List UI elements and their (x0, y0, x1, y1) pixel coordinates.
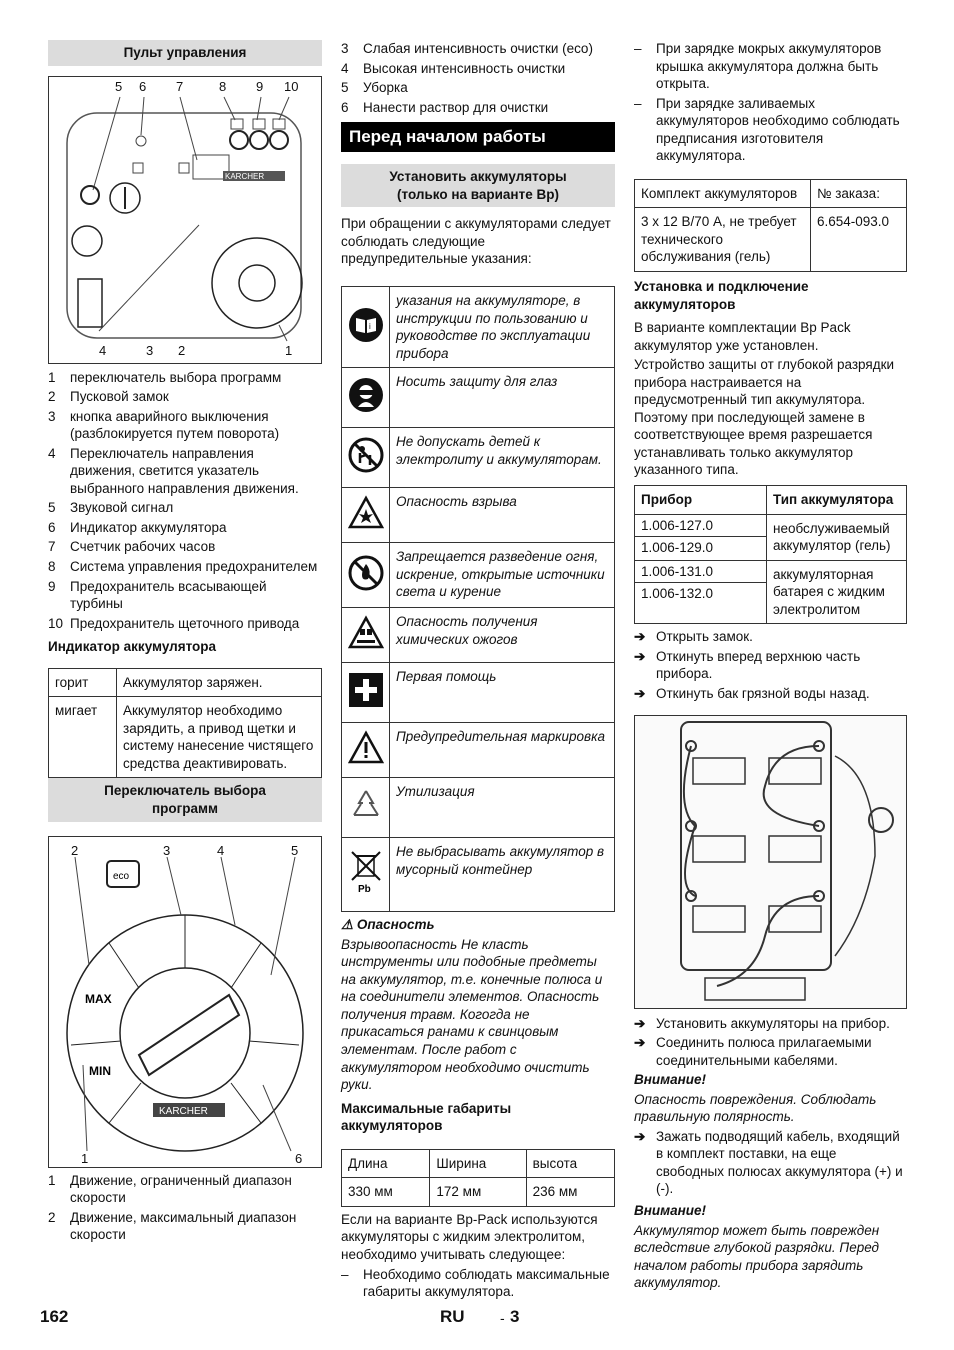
callout-7: 7 (176, 78, 184, 94)
svg-text:Pb: Pb (357, 884, 371, 895)
callout-2: 2 (178, 342, 186, 358)
list-item: ➔ Зажать подводящий кабель, входящий в комплект поставки, на еще свободных полюсах аккумулятора (+) и (-). (634, 1128, 903, 1197)
list-item: 7 Счетчик рабочих часов (48, 539, 216, 555)
program-selector-drawing (49, 855, 321, 1155)
goggles-icon (342, 368, 390, 428)
control-panel-heading: Пульт управления (48, 40, 322, 66)
recycle-icon (342, 778, 390, 838)
steps-list (634, 1128, 907, 1198)
column-middle (341, 40, 615, 1303)
table-row: Носить защиту для глаз (342, 368, 615, 428)
table-row: 3 x 12 В/70 А, не требует технического обслуживания (гель) 6.654-093.0 (635, 208, 907, 272)
svg-text:i: i (368, 321, 371, 331)
table-row: Pb Не выбрасывать аккумулятор в мусорный контейнер (342, 838, 615, 912)
table-row: Опасность получения химических ожогов (342, 608, 615, 663)
table-row: i указания на аккумуляторе, в инструкции по пользованию и руководстве по эксплуатации прибора (342, 287, 615, 368)
list-item: 1 Движение, ограниченный диапазон скорости (48, 1172, 292, 1206)
warning-icon: ⚠ (341, 917, 354, 933)
corrosive-icon (342, 608, 390, 663)
list-item: 2 Пусковой замок (48, 389, 169, 405)
callout-8: 8 (219, 78, 227, 94)
callout-5: 5 (291, 842, 299, 858)
list-item: – Необходимо соблюдать максимальные габариты аккумулятора. (341, 1266, 610, 1300)
arrow-icon: ➔ (634, 685, 646, 701)
list-item: 5 Звуковой сигнал (48, 500, 174, 516)
list-item: 6 Индикатор аккумулятора (48, 519, 227, 535)
callout-4: 4 (217, 842, 225, 858)
table-row: Комплект аккумуляторов № заказа: (635, 179, 907, 208)
manual-icon (342, 287, 390, 368)
dash-list (341, 1266, 615, 1301)
table-row: мигает Аккумулятор необходимо зарядить, а привод щетки и систему нанесение чистящего средства деактивировать. (49, 697, 322, 778)
intro-text: При обращении с аккумуляторами следует соблюдать следующие предупредительные указания: (341, 216, 611, 267)
table-row: Длина Ширина высота (342, 1149, 615, 1178)
control-panel-drawing (49, 95, 321, 345)
svg-text:MAX: MAX (85, 991, 112, 1006)
table-row: Предупредительная маркировка (342, 723, 615, 778)
callout-4: 4 (99, 342, 107, 358)
list-item: 4 Высокая интенсивность очистки (341, 60, 566, 76)
list-item: 4 Переключатель направления движения, светится указатель выбранного направления движения. (48, 445, 299, 496)
no-fire-icon (342, 543, 390, 608)
device-table (634, 485, 907, 624)
table-row: Не допускать детей к электролиту и аккумуляторам. (342, 428, 615, 488)
explosion-icon (342, 488, 390, 543)
language-code: RU (440, 1307, 465, 1326)
callout-3: 3 (146, 342, 154, 358)
symbols-table (341, 286, 615, 912)
svg-text:KARCHER: KARCHER (225, 171, 265, 181)
steps-list (634, 628, 907, 702)
table-row: 330 мм 172 мм 236 мм (342, 1178, 615, 1207)
list-item: 6 Нанести раствор для очистки (341, 99, 549, 115)
svg-text:KARCHER: KARCHER (159, 1105, 208, 1117)
battery-install-drawing (635, 716, 906, 1008)
dims-table (341, 1149, 615, 1207)
first-aid-icon (342, 663, 390, 723)
svg-text:eco: eco (113, 870, 130, 882)
arrow-icon: ➔ (634, 1128, 646, 1144)
list-item: 5 Уборка (341, 80, 408, 96)
column-right: – При зарядке мокрых аккумуляторов крышка аккумулятора должна быть открыта. – При зарядке заливаемых аккумуляторов необходимо соблюдать предписания изготовителя аккумулятора. Комплект аккумуляторов № заказа: 3 x 12 В/70 А, не требует технического обслуживания (гель) 6.654-093.0 Установка и подключение аккумуляторов В варианте комплектации Bp Pack аккумулятор уже установлен. Устройство защиты от глубокой разрядки прибора настраивается на предусмотренный тип аккумулятора. Поэтому при последующей замене в соответствующее время разрешается устанавливать только аккумулятор указанного типа. Прибор Тип аккумулятора 1.006-127.0 1.006-129.0 необслуживаемый аккумулятор (гель) 1.006-131.0 1.006-132.0 аккумуляторная батарея с жидким электролитом ➔ Открыть замок. ➔ Откинуть вперед верхнюю часть прибора. ➔ Откинуть бак грязной воды назад. ➔ Установить аккумуляторы на прибор. ➔ Соединить полюса прилагаемыми соединительными кабелями. Внимание! Опасность повреждения. Соблюдать правильную полярность. ➔ Зажать подводящий кабель, входящий в комплект поставки, на еще свободных полюсах аккумулятора (+) и (-). Внимание! Аккумулятор может быть поврежден вследствие глубокой разрядки. Перед началом работы прибора зарядить аккумулятор. (634, 40, 907, 1294)
callout-1: 1 (285, 342, 293, 358)
list-item: 1 переключатель выбора программ (48, 369, 282, 385)
list-item: – При зарядке заливаемых аккумуляторов необходимо соблюдать предписания изготовителя аккумулятора. (634, 95, 900, 164)
callout-2: 2 (71, 842, 79, 858)
table-row: Прибор Тип аккумулятора (635, 486, 907, 515)
svg-text:MIN: MIN (89, 1063, 111, 1078)
selector-items-cont-list (341, 40, 615, 116)
list-item: 3 Слабая интенсивность очистки (eco) (341, 41, 593, 56)
arrow-icon: ➔ (634, 1015, 646, 1031)
list-item: 8 Система управления предохранителем (48, 559, 318, 575)
danger-block: ⚠ Опасность Взрывоопасность Не класть инструменты или подобные предметы на аккумулятор, т.е. конечные полюса и на соединители элементов. Опасность получения травм. Когогда не прикасаться ранами к свинцовым элементам. После работ с аккумулятором необходимо очистить руки. (341, 917, 603, 1093)
no-children-icon (342, 428, 390, 488)
callout-5: 5 (115, 78, 123, 94)
callout-9: 9 (256, 78, 264, 94)
list-item: ➔ Установить аккумуляторы на прибор. (634, 1015, 890, 1031)
column-left (48, 40, 322, 1246)
arrow-icon: ➔ (634, 629, 646, 645)
page-number: 162 (40, 1307, 69, 1326)
list-item: 2 Движение, максимальный диапазон скорости (48, 1209, 297, 1243)
list-item: ➔ Открыть замок. (634, 629, 753, 645)
battery-indicator-table (48, 668, 322, 779)
panel-items-list (48, 369, 322, 633)
list-item: – При зарядке мокрых аккумуляторов крышка аккумулятора должна быть открыта. (634, 41, 882, 92)
table-row: 1.006-127.0 1.006-129.0 необслуживаемый аккумулятор (гель) (635, 514, 907, 560)
list-item: 10 Предохранитель щеточного привода (48, 615, 300, 631)
warning-icon (342, 723, 390, 778)
section-title: Перед началом работы (341, 122, 615, 152)
table-row: Утилизация (342, 778, 615, 838)
table-row: 1.006-131.0 1.006-132.0 аккумуляторная батарея с жидким электролитом (635, 560, 907, 624)
callout-6: 6 (139, 78, 147, 94)
callout-1: 1 (81, 1150, 89, 1166)
kit-table (634, 179, 907, 272)
table-row: горит Аккумулятор заряжен. (49, 668, 322, 697)
steps-list (634, 1015, 907, 1070)
list-item: ➔ Соединить полюса прилагаемыми соединительными кабелями. (634, 1035, 872, 1068)
callout-10: 10 (284, 78, 299, 94)
dims-heading: Максимальные габариты аккумуляторов (341, 1100, 512, 1134)
no-bin-icon (342, 838, 390, 912)
install-connect-heading: Установка и подключение аккумуляторов (634, 279, 809, 312)
table-row: Запрещается разведение огня, искрение, открытые источники света и курение (342, 543, 615, 608)
arrow-icon: ➔ (634, 1035, 646, 1051)
callout-6: 6 (295, 1150, 303, 1166)
battery-install-figure (634, 715, 907, 1009)
arrow-icon: ➔ (634, 648, 646, 664)
callout-3: 3 (163, 842, 171, 858)
list-item: 3 кнопка аварийного выключения (разблокируется путем поворота) (48, 408, 280, 442)
table-row: Первая помощь (342, 663, 615, 723)
program-selector-figure (48, 836, 322, 1168)
program-selector-heading: Переключатель выбора программ (48, 778, 322, 821)
battery-indicator-heading: Индикатор аккумулятора (48, 639, 217, 655)
install-heading: Установить аккумуляторы (только на варианте Bp) (341, 164, 615, 207)
control-panel-figure (48, 76, 322, 364)
dash-list (634, 40, 907, 165)
list-item: ➔ Откинуть вперед верхнюю часть прибора. (634, 648, 861, 682)
separator: - (500, 1310, 505, 1326)
table-row: Опасность взрыва (342, 488, 615, 543)
bp-pack-text: Если на варианте Bp-Pack используются аккумуляторы с жидким электролитом, необходимо учитывать следующее: (341, 1211, 598, 1262)
selector-items-list (48, 1172, 322, 1244)
section-number: 3 (510, 1307, 520, 1326)
list-item: 9 Предохранитель всасывающей турбины (48, 578, 267, 612)
list-item: ➔ Откинуть бак грязной воды назад. (634, 685, 870, 701)
